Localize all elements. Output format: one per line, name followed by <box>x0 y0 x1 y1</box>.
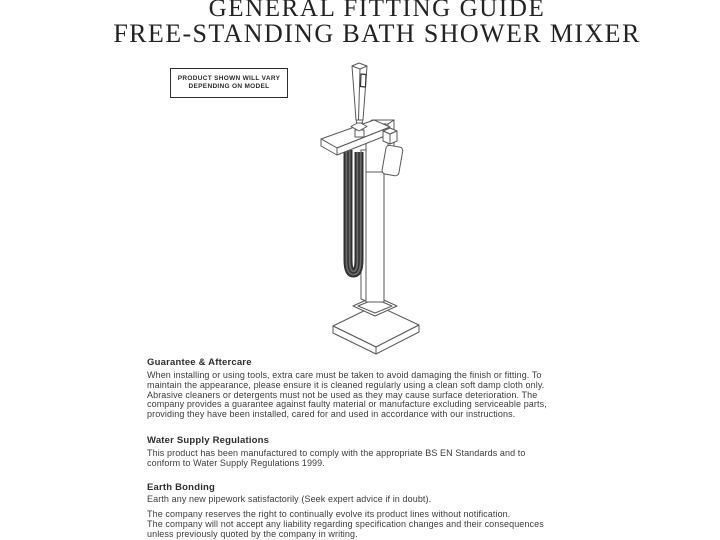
paragraph-line: conform to Water Supply Regulations 1999. <box>147 457 325 468</box>
paragraph-line: This product has been manufactured to comply with the appropriate BS EN Standards and to <box>147 448 526 458</box>
product-variation-notice <box>170 68 288 98</box>
section-paragraph-water-supply <box>147 449 526 469</box>
section-heading-earth-bonding: Earth Bonding <box>147 482 216 493</box>
paragraph-line: The company will not accept any liability regarding specification changes and their consequences <box>147 518 544 529</box>
title-line-2: FREE-STANDING BATH SHOWER MIXER <box>113 19 641 48</box>
notice-line-1: PRODUCT SHOWN WILL VARY <box>177 74 281 82</box>
diverter-knob <box>383 128 397 144</box>
paragraph-line: providing they have been installed, cared for and used in accordance with our instructions. <box>147 409 516 420</box>
disclaimer-paragraph <box>147 510 544 539</box>
paragraph-line: maintain the appearance, please ensure it is cleaned regularly using a clean soft damp cloth only. <box>147 379 545 390</box>
handset <box>352 63 367 120</box>
paragraph-line: Earth any new pipework satisfactorily (Seek expert advice if in doubt). <box>147 494 432 504</box>
section-heading-guarantee: Guarantee & Aftercare <box>147 357 252 368</box>
paragraph-line: When installing or using tools, extra care must be taken to avoid damaging the finish or fitting. To <box>147 370 542 380</box>
page-title <box>17 0 720 47</box>
handset-screen <box>361 74 367 87</box>
product-diagram <box>285 55 435 360</box>
title-line-1: GENERAL FITTING GUIDE <box>208 0 546 22</box>
riser-column <box>361 150 384 302</box>
section-paragraph-guarantee <box>147 371 547 420</box>
notice-line-2: DEPENDING ON MODEL <box>188 83 270 90</box>
section-paragraph-earth-bonding <box>147 495 431 505</box>
paragraph-line: unless previously quoted by the company in writing. <box>147 528 358 539</box>
shower-hose <box>348 150 359 273</box>
paragraph-line: Abrasive cleaners or detergents must not be used as they may cause surface deterioration. The <box>147 389 538 400</box>
paragraph-line: company provides a guarantee against faulty material or manufacture excluding serviceable parts, <box>147 399 547 410</box>
paragraph-line: The company reserves the right to continually evolve its product lines without notification. <box>147 509 511 519</box>
section-heading-water-supply: Water Supply Regulations <box>147 435 270 446</box>
